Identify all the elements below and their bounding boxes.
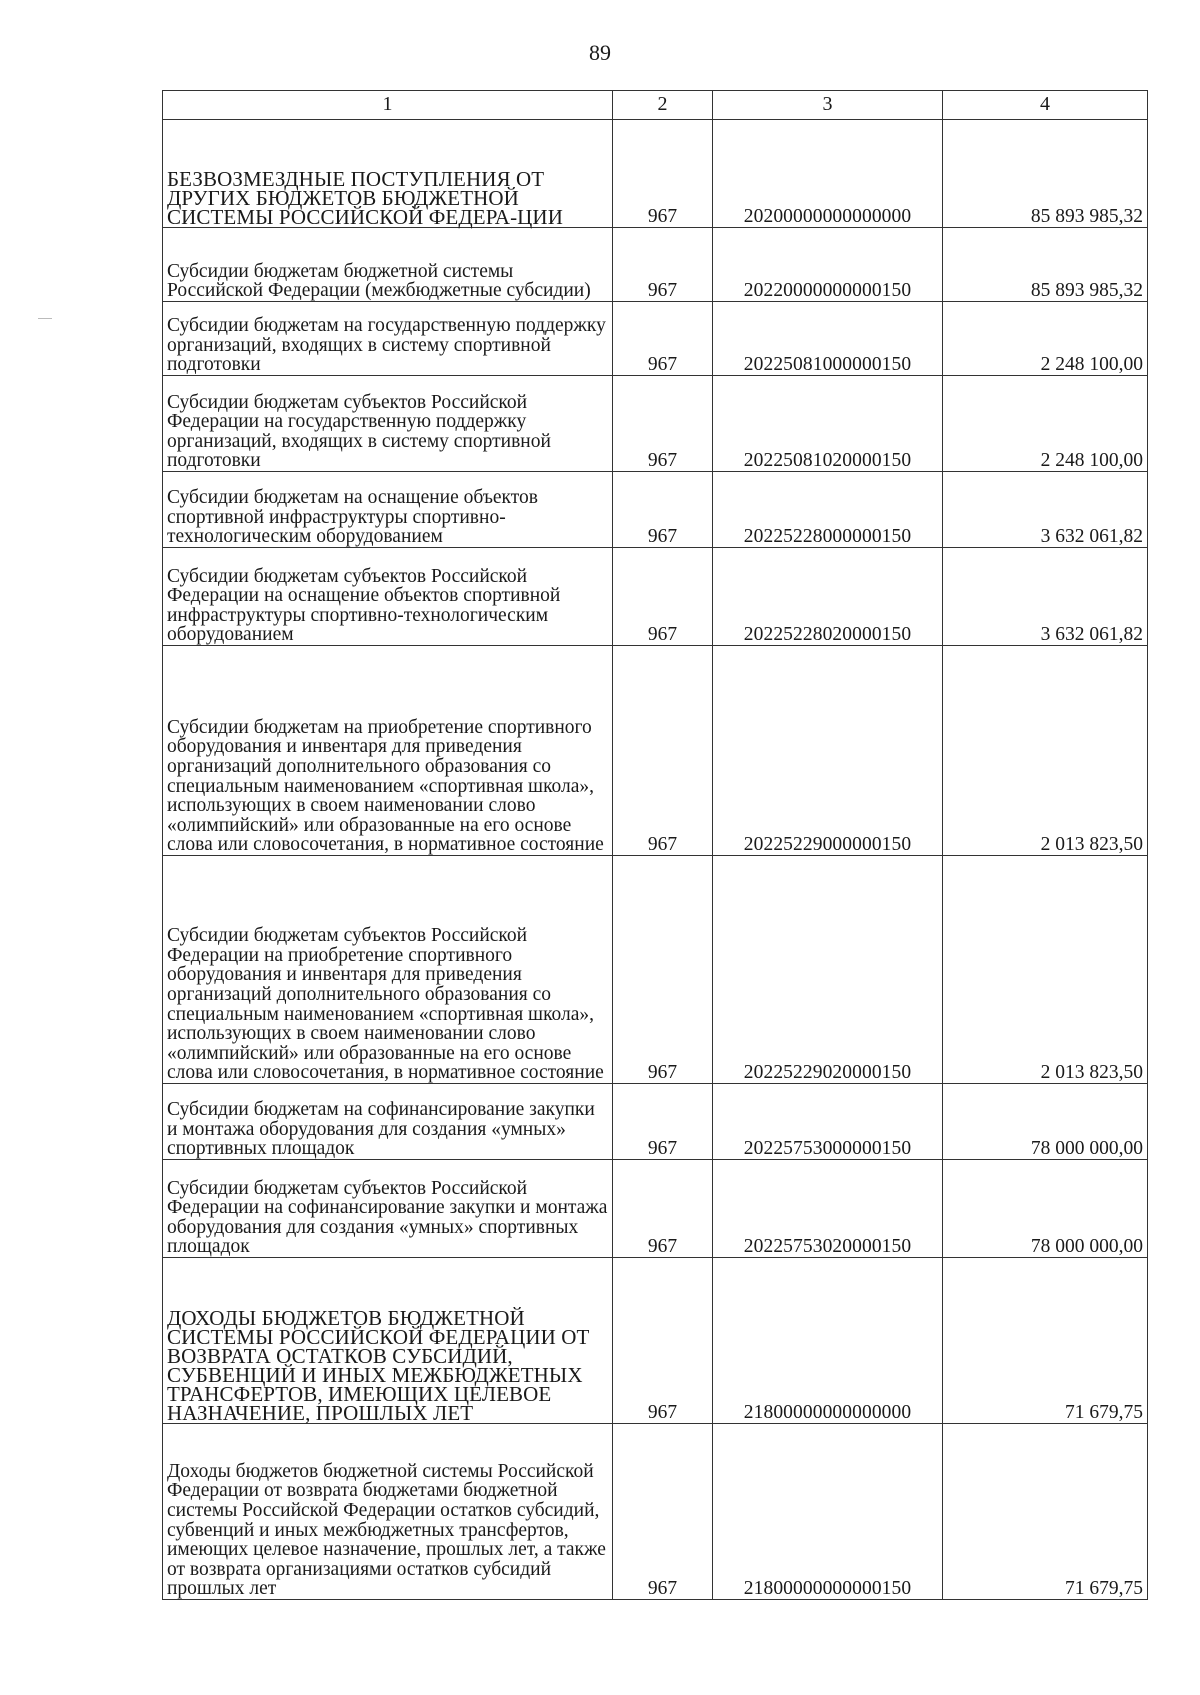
row-budget-code: 20225081020000150 (713, 376, 943, 472)
row-budget-code: 20225753000000150 (713, 1084, 943, 1160)
row-name: ДОХОДЫ БЮДЖЕТОВ БЮДЖЕТНОЙ СИСТЕМЫ РОССИЙСКОЙ ФЕДЕРАЦИИ ОТ ВОЗВРАТА ОСТАТКОВ СУБСИДИЙ, СУБВЕНЦИЙ И ИНЫХ МЕЖБЮДЖЕТНЫХ ТРАНСФЕРТОВ, ИМЕЮЩИХ ЦЕЛЕВОЕ НАЗНАЧЕНИЕ, ПРОШЛЫХ ЛЕТ (163, 1258, 613, 1424)
row-budget-code: 20225081000000150 (713, 302, 943, 376)
row-amount: 78 000 000,00 (943, 1160, 1148, 1258)
row-admin-code: 967 (613, 1160, 713, 1258)
row-budget-code: 20225228020000150 (713, 548, 943, 646)
row-name: Субсидии бюджетам субъектов Российской Федерации на государственную поддержку организаций, входящих в систему спортивной подготовки (163, 376, 613, 472)
header-cell-3: 3 (713, 91, 943, 120)
table-row (163, 548, 1148, 646)
table-row (163, 376, 1148, 472)
scan-margin-mark (38, 318, 52, 319)
row-admin-code: 967 (613, 548, 713, 646)
row-amount: 71 679,75 (943, 1424, 1148, 1600)
row-name: Субсидии бюджетам субъектов Российской Федерации на приобретение спортивного оборудования и инвентаря для приведения организаций дополнительного образования со специальным наименованием «спортивная школа», использующих в своем наименовании слово «олимпийский» или образованные на его основе слова или словосочетания, в нормативное состояние (163, 856, 613, 1084)
row-admin-code: 967 (613, 228, 713, 302)
row-name: Субсидии бюджетам субъектов Российской Федерации на софинансирование закупки и монтажа оборудования для создания «умных» спортивных площадок (163, 1160, 613, 1258)
row-budget-code: 20225753020000150 (713, 1160, 943, 1258)
table-header-row (163, 91, 1148, 120)
header-cell-1: 1 (163, 91, 613, 120)
row-name: Субсидии бюджетам на софинансирование закупки и монтажа оборудования для создания «умных» спортивных площадок (163, 1084, 613, 1160)
row-name: Субсидии бюджетам на государственную поддержку организаций, входящих в систему спортивной подготовки (163, 302, 613, 376)
row-budget-code: 21800000000000150 (713, 1424, 943, 1600)
table-row (163, 1160, 1148, 1258)
budget-revenue-table (162, 90, 1148, 1600)
row-amount: 2 248 100,00 (943, 376, 1148, 472)
header-cell-2: 2 (613, 91, 713, 120)
header-cell-4: 4 (943, 91, 1148, 120)
row-amount: 3 632 061,82 (943, 548, 1148, 646)
row-budget-code: 20200000000000000 (713, 120, 943, 228)
row-admin-code: 967 (613, 472, 713, 548)
row-amount: 85 893 985,32 (943, 228, 1148, 302)
row-admin-code: 967 (613, 1084, 713, 1160)
row-budget-code: 20220000000000150 (713, 228, 943, 302)
table-row (163, 228, 1148, 302)
row-name: Субсидии бюджетам на приобретение спортивного оборудования и инвентаря для приведения организаций дополнительного образования со специальным наименованием «спортивная школа», использующих в своем наименовании слово «олимпийский» или образованные на его основе слова или словосочетания, в нормативное состояние (163, 646, 613, 856)
table-row (163, 302, 1148, 376)
row-admin-code: 967 (613, 376, 713, 472)
table-row (163, 646, 1148, 856)
row-amount: 2 248 100,00 (943, 302, 1148, 376)
row-budget-code: 20225229020000150 (713, 856, 943, 1084)
table-row (163, 120, 1148, 228)
row-budget-code: 21800000000000000 (713, 1258, 943, 1424)
table-row (163, 856, 1148, 1084)
row-amount: 3 632 061,82 (943, 472, 1148, 548)
row-amount: 78 000 000,00 (943, 1084, 1148, 1160)
row-admin-code: 967 (613, 856, 713, 1084)
row-name: Доходы бюджетов бюджетной системы Российской Федерации от возврата бюджетами бюджетной системы Российской Федерации остатков субсидий, субвенций и иных межбюджетных трансфертов, имеющих целевое назначение, прошлых лет, а также от возврата организациями остатков субсидий прошлых лет (163, 1424, 613, 1600)
row-amount: 2 013 823,50 (943, 646, 1148, 856)
page-number: 89 (589, 40, 611, 65)
row-admin-code: 967 (613, 1424, 713, 1600)
row-name: Субсидии бюджетам бюджетной системы Российской Федерации (межбюджетные субсидии) (163, 228, 613, 302)
row-admin-code: 967 (613, 646, 713, 856)
row-name: Субсидии бюджетам субъектов Российской Федерации на оснащение объектов спортивной инфраструктуры спортивно-технологическим оборудованием (163, 548, 613, 646)
table-row (163, 1084, 1148, 1160)
row-name: Субсидии бюджетам на оснащение объектов спортивной инфраструктуры спортивно-технологическим оборудованием (163, 472, 613, 548)
table-row (163, 472, 1148, 548)
table-row (163, 1424, 1148, 1600)
row-budget-code: 20225229000000150 (713, 646, 943, 856)
row-budget-code: 20225228000000150 (713, 472, 943, 548)
row-admin-code: 967 (613, 120, 713, 228)
row-admin-code: 967 (613, 1258, 713, 1424)
row-amount: 2 013 823,50 (943, 856, 1148, 1084)
row-name: БЕЗВОЗМЕЗДНЫЕ ПОСТУПЛЕНИЯ ОТ ДРУГИХ БЮДЖЕТОВ БЮДЖЕТНОЙ СИСТЕМЫ РОССИЙСКОЙ ФЕДЕРА-ЦИИ (163, 120, 613, 228)
row-amount: 85 893 985,32 (943, 120, 1148, 228)
table-row (163, 1258, 1148, 1424)
row-admin-code: 967 (613, 302, 713, 376)
row-amount: 71 679,75 (943, 1258, 1148, 1424)
